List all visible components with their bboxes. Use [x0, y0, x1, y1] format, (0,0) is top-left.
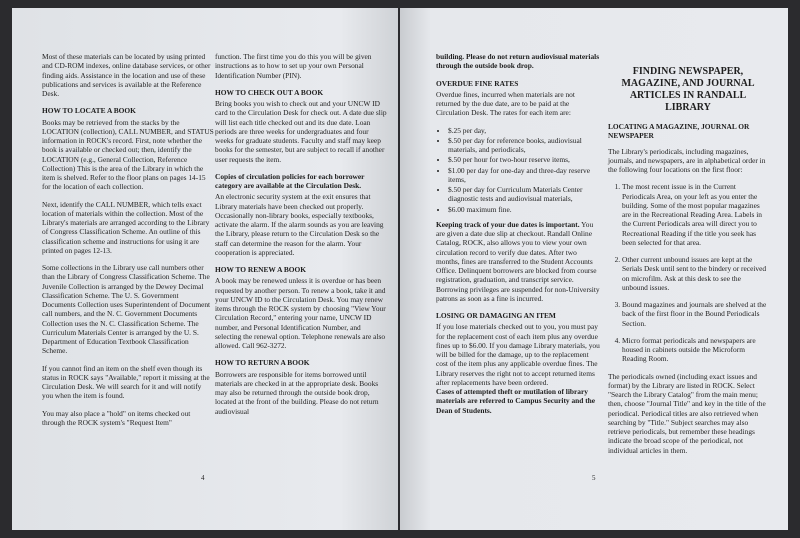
locating-heading: LOCATING A MAGAZINE, JOURNAL OR NEWSPAPER: [608, 122, 750, 141]
paragraph: If you cannot find an item on the shelf even though its status in ROCK says "Available," report it missing at the Circulation Desk. We will search for it and will notify you when the item is found.: [42, 363, 210, 401]
left-column-1: [42, 52, 214, 435]
paragraph: An electronic security system at the exit ensures that Library materials have been checked out properly. Occasionally non-library books, especially textbooks, activate the alarm. If the alarm sounds as you are leaving the Library, please return to the Circulation Desk so the staff can determine the reason for the alarm. Your cooperation is appreciated.: [215, 192, 384, 257]
fine-rate-item: • $6.00 maximum fine.: [448, 205, 601, 214]
fine-rate-item: • $.50 per hour for two-hour reserve items,: [448, 155, 601, 164]
losing-paragraph: If you lose materials checked out to you, you must pay for the replacement cost of each item plus any overdue fines up to $6.00. If you damage Library materials, you will be billed for the damage, up to the replacement cost of the item plus any applicable overdue fines. The Library reserves the right not to accept returned items after replacements have been ordered.: [436, 322, 600, 387]
losing-damaging-heading: LOSING OR DAMAGING AN ITEM: [436, 311, 556, 320]
locations-list: [608, 182, 768, 363]
section-heading: HOW TO LOCATE A BOOK: [42, 106, 136, 116]
section-heading: HOW TO RENEW A BOOK: [215, 265, 307, 274]
left-page: [12, 8, 398, 530]
paragraph: function. The first time you do this you will be given instructions as to how to set up your own Personal Identification Number (PIN).: [215, 52, 372, 80]
page-number-right: 5: [592, 474, 596, 482]
paragraph: Next, identify the CALL NUMBER, which tells exact location of materials within the collection. Most of the Library's materials are arranged according to the Library of Congress Classification Scheme. An outline of this classification scheme and instructions for using it are printed on pages 12-13.: [42, 199, 210, 255]
right-column-2: [608, 52, 768, 463]
location-item: 2. Other current unbound issues are kept at the Serials Desk until sent to the bindery or received on microfilm. Ask at this desk to see the unbound issues.: [622, 255, 768, 292]
location-item: 1. The most recent issue is in the Current Periodicals Area, on your left as you enter the building. Some of the most popular magazines are in the Recreational Reading Area. Labels in the Current Periodicals area will direct you to Recreational Reading if the title you seek has been selected for that area.: [622, 182, 768, 247]
paragraph: Books may be retrieved from the stacks by the LOCATION (collection), CALL NUMBER, and STATUS information in ROCK's record. First, note whether the book is available or checked out; then, identify the LOCATION (e.g., General Collection, Reference Collection) This is the area of the Library in which the item is shelved. Refer to the floor plans on pages 14-15 for the location of each collection.: [42, 117, 214, 192]
fine-rate-item: • $.50 per day for reference books, audiovisual materials, and periodicals,: [448, 136, 601, 155]
due-dates-text: You are given a date due slip at checkout. Randall Online Catalog, ROCK, also allows you to view your own circulation record to verify due dates. After two months, fines are transferred to the Student Accounts Office. Delinquent borrowers are blocked from course registration, graduation, and transcript service. Borrowing privileges are suspended for non-University patrons as soon as a fine is incurred.: [436, 219, 600, 303]
section-heading: HOW TO RETURN A BOOK: [215, 358, 310, 368]
overdue-fines-paragraph: Overdue fines, incurred when materials are not returned by the due date, are to be paid at the Circulation Desk. The rates for each item are:: [436, 89, 575, 118]
due-dates-emphasis: Keeping track of your due dates is important.: [436, 219, 580, 229]
theft-warning: Cases of attempted theft or mutilation of library materials are referred to Campus Security and the Dean of Students.: [436, 387, 596, 415]
fine-rate-item: • $.50 per day for Curriculum Materials Center diagnostic tests and audiovisual materials,: [448, 185, 601, 204]
left-column-2: [215, 52, 387, 424]
section-heading: Copies of circulation policies for each borrower category are available at the Circulation Desk.: [215, 171, 365, 190]
section-heading: HOW TO CHECK OUT A BOOK: [215, 87, 324, 97]
paragraph: Most of these materials can be located by using printed and CD-ROM indexes, online database services, or other finding aids. Assistance in the location and use of these publications and services is available at the Reference Desk.: [42, 52, 211, 98]
right-page: [400, 8, 788, 530]
overdue-fine-rates-heading: OVERDUE FINE RATES: [436, 78, 519, 88]
paragraph: Bring books you wish to check out and your UNCW ID card to the Circulation Desk for check out. A date due slip will list each title checked out and its due date. Loan periods are three weeks for undergraduates and four weeks for graduate students. Faculty and staff may keep books for the semester, but are subject to recall if another user requests the item.: [215, 99, 387, 164]
paragraph: You may also place a "hold" on items checked out through the ROCK system's "Request Item": [42, 408, 191, 427]
paragraph: Some collections in the Library use call numbers other than the Library of Congress Classification Scheme. The Juvenile Collection is arranged by the Dewey Decimal Classification Scheme. The U. S. Government Documents Collection uses Superintendent of Document call numbers, and the N. C. Government Documents Collection uses the N. C. Classification Scheme. The Curriculum Materials Center is arranged by the U. S. Department of Education Textbook Classification Scheme.: [42, 263, 211, 356]
due-dates-paragraph: [436, 220, 601, 303]
paragraph: Borrowers are responsible for items borrowed until materials are checked in at the appropriate desk. Books may also be returned through the outside book drop, located at the front of the building. Please do not return audiovisual: [215, 369, 379, 416]
page-number-left: 4: [201, 474, 205, 482]
periodicals-outro: The periodicals owned (including exact issues and format) by the Library are listed in ROCK. Select "Search the Library Catalog" from the main menu; then, choose "Journal Title" and key in the title of the periodical. Periodical titles are also retrieved when searching by "Title." Subject searches may also retrieve periodicals, but remember these headings indicate the broad scope of the periodical, not individual articles in them.: [608, 371, 766, 455]
book-drop-note: building. Please do not return audiovisual materials through the outside book drop.: [436, 52, 600, 71]
fine-rate-item: • $.25 per day,: [448, 126, 601, 135]
location-item: 3. Bound magazines and journals are shelved at the back of the first floor in the Bound Periodicals Section.: [622, 300, 768, 328]
section-title: FINDING NEWSPAPER, MAGAZINE, AND JOURNAL ARTICLES IN RANDALL LIBRARY: [621, 66, 755, 113]
fine-rate-item: • $1.00 per day for one-day and three-day reserve items,: [448, 166, 601, 185]
paragraph: A book may be renewed unless it is overdue or has been requested by another person. To renew a book, take it and your UNCW ID to the Circulation Desk. You may renew items through the ROCK system by choosing "View Your Circulation Record," entering your name, UNCW ID number, and Personal Identification Number, and selecting the renewal option. Telephone renewals are also allowed. Call 962-3272.: [215, 276, 386, 350]
right-column-1: [436, 52, 601, 423]
fine-rates-list: [436, 126, 601, 214]
location-item: 4. Micro format periodicals and newspapers are housed in cabinets outside the Microform Reading Room.: [622, 336, 768, 364]
periodicals-intro: The Library's periodicals, including magazines, journals, and newspapers, are in alphabetical order in the following four locations on the first floor:: [608, 146, 766, 174]
